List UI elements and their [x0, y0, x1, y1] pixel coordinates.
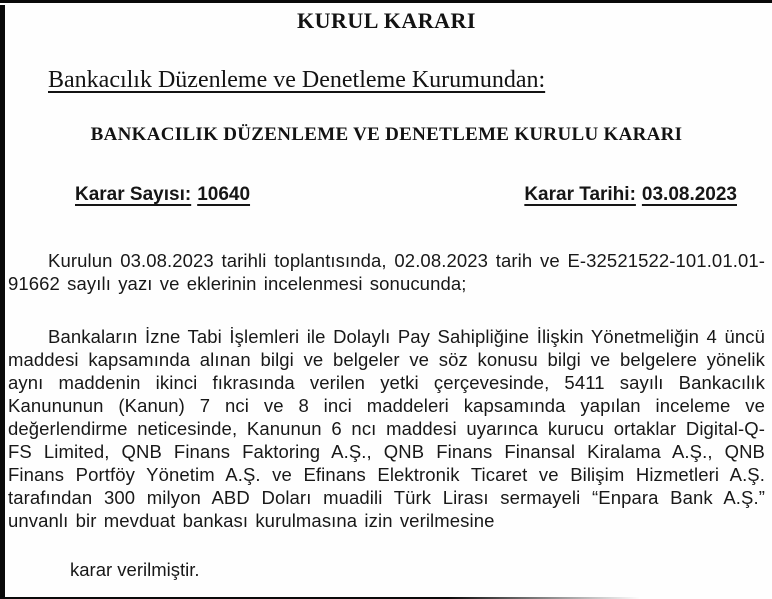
closing-line: karar verilmiştir.: [70, 559, 200, 580]
decision-heading: BANKACILIK DÜZENLEME VE DENETLEME KURULU KARARI: [90, 124, 683, 145]
main-decision-paragraph: Bankaların İzne Tabi İşlemleri ile Dolaylı Pay Sahipliğine İlişkin Yönetmeliğin 4 üncü maddesi kapsamında alınan bilgi ve belgeler ve söz konusu bilgi ve belgelere yönelik aynı maddenin ikinci fıkrasında verilen yetki çerçevesinde, 5411 sayılı Bankacılık Kanununun (Kanun) 7 nci ve 8 inci maddeleri kapsamında yapılan inceleme ve değerlendirme neticesinde, Kanunun 6 ncı maddesi uyarınca kurucu ortaklar Digital-Q-FS Limited, QNB Finans Faktoring A.Ş., QNB Finans Finansal Kiralama A.Ş., QNB Finans Portföy Yönetim A.Ş. ve Efinans Elektronik Ticaret ve Bilişim Hizmetleri A.Ş. tarafından 300 milyon ABD Doları muadili Türk Lirası sermayeli “Enpara Bank A.Ş.” unvanlı bir mevduat bankası kurulmasına izin verilmesine: [8, 326, 765, 531]
issuing-authority-line: Bankacılık Düzenleme ve Denetleme Kurumundan:: [48, 67, 546, 93]
decision-date: [524, 184, 737, 206]
intro-paragraph: Kurulun 03.08.2023 tarihli toplantısında, 02.08.2023 tarih ve E-32521522-101.01.01-91662 sayılı yazı ve eklerinin incelenmesi sonucunda;: [8, 250, 765, 294]
decision-date-label: Karar Tarihi:: [524, 184, 636, 205]
decision-date-value: 03.08.2023: [641, 184, 737, 205]
decision-meta-row: [8, 184, 765, 206]
decision-number: [75, 184, 250, 206]
decision-number-label: Karar Sayısı:: [75, 184, 192, 205]
decision-number-value: 10640: [197, 184, 251, 205]
scan-edge-left-bar: [0, 5, 5, 599]
document-content: [8, 0, 765, 581]
document-title: KURUL KARARI: [297, 8, 476, 33]
